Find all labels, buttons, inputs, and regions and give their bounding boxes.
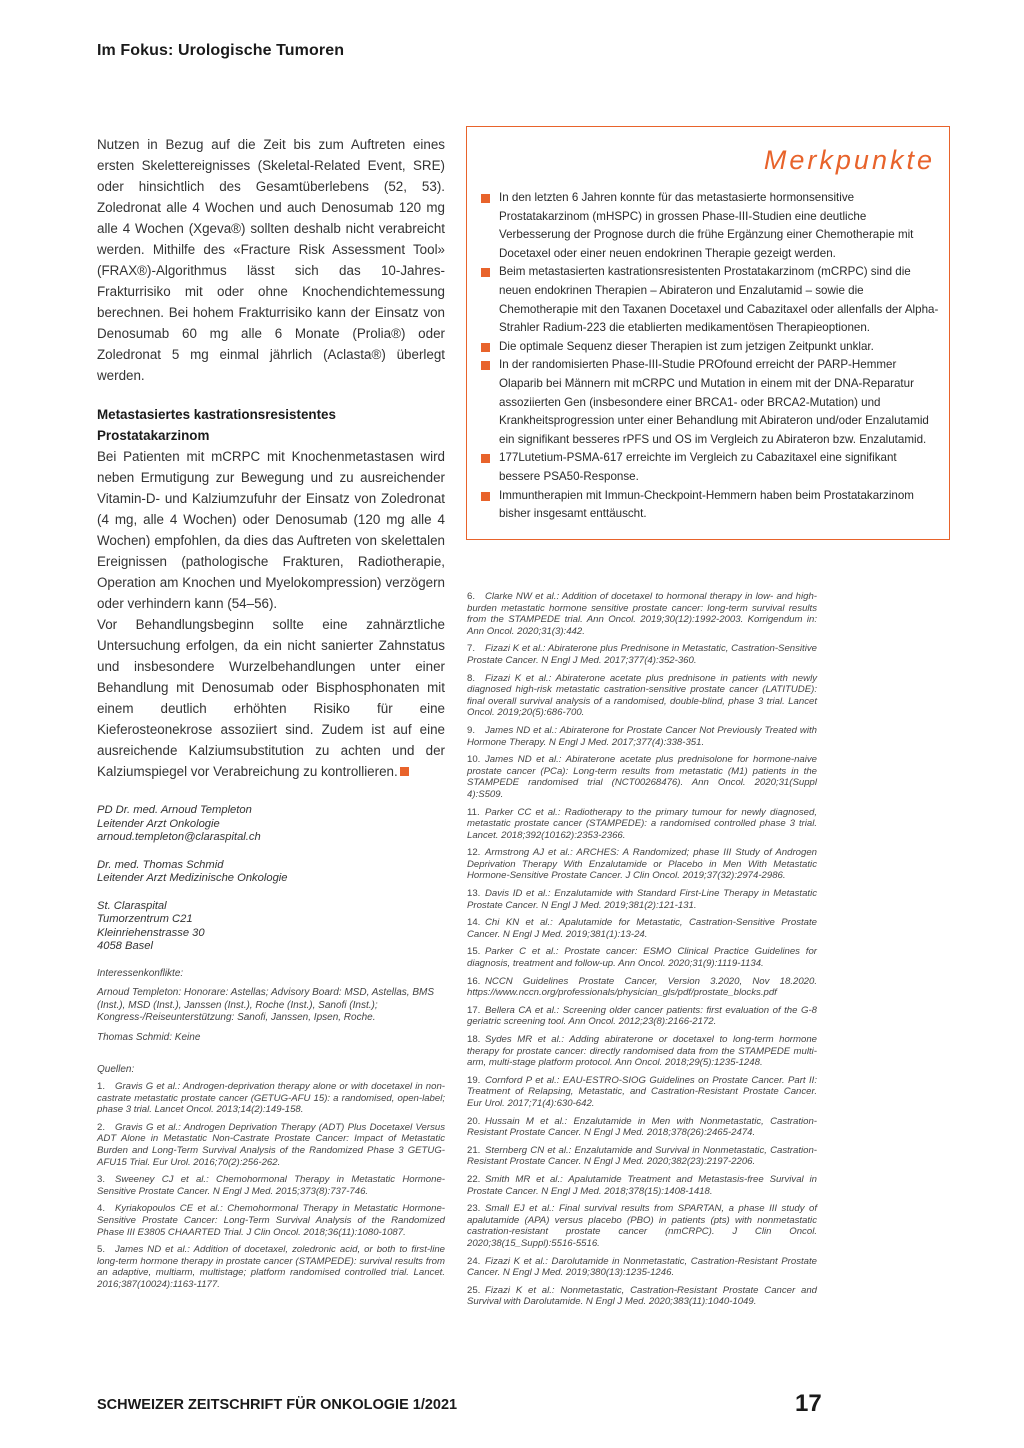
reference-number: 18.	[467, 1034, 481, 1045]
reference-text: Fizazi K et al.: Nonmetastatic, Castration-Resistant Prostate Cancer and Survival with Darolutamide. N Engl J Med. 2020;383(11):1040-1049.	[467, 1284, 817, 1308]
reference-number: 19.	[467, 1074, 481, 1086]
reference-text: Parker C et al.: Prostate cancer: ESMO Clinical Practice Guidelines for diagnosis, treatment and follow-up. Ann Oncol. 2020;31(9):1119-1134.	[467, 946, 817, 970]
reference-item	[97, 1081, 445, 1116]
references-right	[467, 591, 817, 1314]
section-paragraph-2-text: Vor Behandlungsbeginn sollte eine zahnärztliche Untersuchung erfolgen, da ein nicht sanierter Zahnstatus und insbesondere Wurzelbehandlungen unter einer Behandlung mit Denosumab oder Bisphosphonaten mit einem deutlich erhöhten Risiko für eine Kieferosteonekrose assoziiert sind. Zudem ist auf eine ausreichende Kalziumsubstitution zu achten und der Kalziumspiegel vor Verabreichung zu kontrollieren.	[97, 617, 445, 779]
reference-item	[97, 1244, 445, 1290]
reference-text: James ND et al.: Addition of docetaxel, zoledronic acid, or both to first-line long-term hormone therapy in prostate cancer (STAMPEDE): survival results from an adaptive, multiarm, multistage; platform randomised controlled trial. Lancet. 2016;387(10024):1163-1177.	[97, 1244, 445, 1290]
reference-number: 15.	[467, 946, 481, 958]
merkpunkt-item: 177Lutetium-PSMA-617 erreichte im Vergleich zu Cabazitaxel eine signifikant bessere PSA50-Response.	[481, 449, 939, 486]
merkpunkte-list	[481, 189, 939, 524]
reference-text: Parker CC et al.: Radiotherapy to the primary tumour for newly diagnosed, metastatic prostate cancer (STAMPEDE): a randomised controlled phase 3 trial. Lancet. 2018;392(10162):2353-2366.	[467, 806, 817, 841]
address	[97, 900, 445, 954]
reference-number: 4.	[97, 1203, 106, 1215]
reference-number: 9.	[467, 724, 476, 736]
end-mark-icon	[400, 767, 409, 776]
reference-number: 21.	[467, 1144, 481, 1156]
author-info	[97, 804, 445, 954]
reference-item	[467, 807, 817, 842]
reference-item	[467, 976, 817, 999]
reference-number: 7.	[467, 643, 476, 655]
author-1	[97, 804, 445, 845]
author-1-role: Leitender Arzt Onkologie	[97, 817, 220, 830]
reference-text: NCCN Guidelines Prostate Cancer, Version 3.2020, Nov 18.2020. https://www.nccn.org/professionals/physician_gls/pdf/prostate_blocks.pdf	[467, 975, 817, 999]
running-header: Im Fokus: Urologische Tumoren	[97, 42, 345, 59]
reference-item	[467, 1145, 817, 1168]
reference-text: Cornford P et al.: EAU-ESTRO-SIOG Guidelines on Prostate Cancer. Part II: Treatment of Relapsing, Metastatic, and Castration-Resistant Prostate Cancer. Eur Urol. 2017;71(4):630-642.	[467, 1074, 817, 1109]
reference-item	[467, 1116, 817, 1139]
coi-title: Interessenkonflikte:	[97, 967, 184, 979]
reference-text: James ND et al.: Abiraterone acetate plus prednisolone for hormone-naive prostate cancer (PCa): Long-term results from metastatic (M1) patients in the STAMPEDE randomised trial (NCT00268476). Ann Oncol. 2020;31(Suppl 4):S509.	[467, 754, 817, 800]
reference-item	[467, 888, 817, 911]
author-2-role: Leitender Arzt Medizinische Onkologie	[97, 872, 288, 884]
reference-text: Fizazi K et al.: Abiraterone acetate plus prednisone in patients with newly diagnosed high-risk metastatic castration-sensitive prostate cancer (LATITUDE): final overall survival analysis of a randomised, double-blind, phase 3 trial. Lancet Oncol. 2019;20(5):686-700.	[467, 672, 817, 719]
reference-item	[467, 917, 817, 940]
coi-schmid: Thomas Schmid: Keine	[97, 1031, 201, 1043]
reference-item	[467, 754, 817, 800]
reference-item	[467, 643, 817, 666]
address-line-2: Tumorzentrum C21	[97, 913, 193, 925]
reference-number: 14.	[467, 917, 481, 929]
reference-number: 13.	[467, 888, 481, 900]
conflicts-of-interest	[97, 968, 445, 1045]
intro-paragraph: Nutzen in Bezug auf die Zeit bis zum Auftreten eines ersten Skelettereignisses (Skeletal-Related Event, SRE) oder hinsichtlich des Gesamtüberlebens (52, 53). Zoledronat alle 4 Wochen und auch Denosumab 120 mg alle 4 Wochen (Xgeva®) sollten deshalb nicht verabreicht werden. Mithilfe des «Fracture Risk Assessment Tool» (FRAX®)-Algorithmus lässt sich das 10-Jahres-Frakturrisiko mit oder ohne Knochendichtemessung berechnen. Bei hohem Frakturrisiko kann der Einsatz von Denosumab 60 mg alle 6 Monate (Prolia®) oder Zoledronat 5 mg einmal jährlich (Aclasta®) überlegt werden.	[97, 137, 445, 383]
merkpunkte-title: Merkpunkte	[763, 145, 935, 175]
reference-text: Fizazi K et al.: Abiraterone plus Prednisone in Metastatic, Castration-Sensitive Prostate Cancer. N Engl J Med. 2017;377(4):352-360.	[467, 643, 817, 666]
references-left	[97, 1081, 445, 1291]
reference-text: Kyriakopoulos CE et al.: Chemohormonal Therapy in Metastatic Hormone-Sensitive Prostate Cancer: Long-Term Survival Analysis of the Randomized Phase III E3805 CHAARTED Trial. J Clin Oncol. 2018;36(11):1080-1087.	[97, 1203, 445, 1238]
reference-number: 1.	[97, 1081, 106, 1092]
coi-templeton: Arnoud Templeton: Honorare: Astellas; Advisory Board: MSD, Astellas, BMS (Inst.), MSD (Inst.), Janssen (Inst.), Roche (Inst.), Sanofi (Inst.); Kongress-/Reiseunterstützung: Sanofi, Janssen, Ipsen, Roche.	[97, 987, 434, 1023]
reference-text: Gravis G et al.: Androgen Deprivation Therapy (ADT) Plus Docetaxel Versus ADT Alone in Metastatic Non-Castrate Prostate Cancer: Impact of Metastatic Burden and Long-Term Survival Analysis of the Randomized Phase 3 GETUG-AFU15 Trial. Eur Urol. 2016;70(2):256-262.	[97, 1121, 445, 1168]
reference-text: Sternberg CN et al.: Enzalutamide and Survival in Nonmetastatic, Castration-Resistant Prostate Cancer. N Engl J Med. 2020;382(23):2197-2206.	[467, 1144, 817, 1168]
sources-title: Quellen:	[97, 1064, 135, 1075]
section-paragraph-2	[97, 614, 445, 782]
reference-number: 8.	[467, 672, 476, 684]
reference-number: 23.	[467, 1203, 481, 1215]
reference-item	[467, 1034, 817, 1069]
reference-text: Sweeney CJ et al.: Chemohormonal Therapy in Metastatic Hormone-Sensitive Prostate Cancer. N Engl J Med. 2015;373(8):737-746.	[97, 1174, 445, 1197]
merkpunkte-box	[466, 126, 950, 540]
reference-number: 17.	[467, 1004, 481, 1016]
reference-number: 11.	[467, 806, 480, 818]
merkpunkt-item: Die optimale Sequenz dieser Therapien ist zum jetzigen Zeitpunkt unklar.	[481, 338, 939, 357]
address-line-1: St. Claraspital	[97, 899, 167, 912]
reference-text: Gravis G et al.: Androgen-deprivation therapy alone or with docetaxel in non-castrate metastatic prostate cancer (GETUG-AFU 15): a randomised, open-label; phase 3 trial. Lancet Oncol. 2013;14(2):149-158.	[97, 1081, 445, 1116]
reference-text: Smith MR et al.: Apalutamide Treatment and Metastasis-free Survival in Prostate Cancer. N Engl J Med. 2018;378(15):1408-1418.	[467, 1173, 817, 1197]
reference-text: Chi KN et al.: Apalutamide for Metastatic, Castration-Sensitive Prostate Cancer. N Engl J Med. 2019;381(1):13-24.	[467, 917, 817, 940]
merkpunkt-item: In der randomisierten Phase-III-Studie PROfound erreicht der PARP-Hemmer Olaparib bei Männern mit mCRPC und Mutation in einem mit der DNA-Reparatur assoziierten Gen (insbesondere einer BRCA1- oder BRCA2-Mutation) und Krankheitsprogression unter einer Behandlung mit Abirateron und/oder Enzalutamid ein signifikant besseres rPFS und OS im Vergleich zu Abirateron bzw. Enzalutamid.	[481, 356, 939, 449]
reference-number: 2.	[97, 1121, 106, 1133]
section-paragraph-1: Bei Patienten mit mCRPC mit Knochenmetastasen wird neben Ermutigung zur Bewegung und zu ausreichender Vitamin-D- und Kalziumzufuhr der Einsatz von Zoledronat (4 mg, alle 4 Wochen) oder Denosumab (120 mg alle 4 Wochen) empfohlen, da dies das Auftreten von skelettalen Ereignissen (pathologische Frakturen, Radiotherapie, Operation am Knochen und Myelokompression) verzögern oder verhindern kann (54–56).	[97, 449, 445, 611]
reference-text: Bellera CA et al.: Screening older cancer patients: first evaluation of the G-8 geriatric screening tool. Ann Oncol. 2012;23(8):2166-2172.	[467, 1004, 817, 1028]
address-line-3: Kleinriehenstrasse 30	[97, 926, 205, 939]
reference-number: 20.	[467, 1115, 481, 1127]
reference-text: Hussain M et al.: Enzalutamide in Men with Nonmetastatic, Castration-Resistant Prostate Cancer. N Engl J Med. 2018;378(26):2465-2474.	[467, 1115, 817, 1139]
reference-text: James ND et al.: Abiraterone for Prostate Cancer Not Previously Treated with Hormone Therapy. N Engl J Med. 2017;377(4):338-351.	[467, 724, 817, 748]
reference-number: 12.	[467, 847, 481, 859]
reference-item	[467, 673, 817, 719]
reference-item	[467, 946, 817, 969]
reference-number: 24.	[467, 1255, 481, 1267]
reference-item	[467, 725, 817, 748]
reference-item	[467, 847, 817, 882]
reference-number: 25.	[467, 1284, 481, 1296]
merkpunkt-item: Immuntherapien mit Immun-Checkpoint-Hemmern haben beim Prostatakarzinom bisher insgesamt enttäuscht.	[481, 487, 939, 524]
left-column	[97, 134, 445, 1297]
reference-text: Sydes MR et al.: Adding abiraterone or docetaxel to long-term hormone therapy for prostate cancer: directly randomised data from the STAMPEDE multi-arm, multi-stage platform protocol. Ann Oncol. 2018;29(5):1235-1248.	[467, 1034, 817, 1069]
author-2-name: Dr. med. Thomas Schmid	[97, 858, 224, 871]
reference-item	[97, 1122, 445, 1168]
section-heading: Metastasiertes kastrationsresistentes Prostatakarzinom	[97, 407, 336, 443]
body-text	[97, 134, 445, 782]
reference-item	[467, 1203, 817, 1249]
reference-number: 3.	[97, 1174, 106, 1186]
author-2	[97, 859, 445, 886]
reference-item	[467, 591, 817, 637]
address-line-4: 4058 Basel	[97, 940, 153, 952]
reference-number: 22.	[467, 1173, 481, 1185]
reference-item	[467, 1174, 817, 1197]
reference-text: Armstrong AJ et al.: ARCHES: A Randomized; phase III Study of Androgen Deprivation Therapy With Enzalutamide or Placebo in Men With Metastatic Hormone-Sensitive Prostate Cancer. J Clin Oncol. 2019;37(32):2974-2986.	[467, 847, 817, 882]
merkpunkt-item: In den letzten 6 Jahren konnte für das metastasierte hormonsensitive Prostatakarzinom (mHSPC) in grossen Phase-III-Studien eine deutliche Verbesserung der Prognose durch die frühe Ergänzung einer Chemotherapie mit Docetaxel oder einer neuen endokrinen Therapie gezeigt werden.	[481, 189, 939, 263]
reference-item	[467, 1075, 817, 1110]
reference-number: 5.	[97, 1244, 106, 1256]
author-1-email: arnoud.templeton@claraspital.ch	[97, 831, 261, 843]
merkpunkt-item: Beim metastasierten kastrationsresistenten Prostatakarzinom (mCRPC) sind die neuen endokrinen Therapien – Abirateron und Enzalutamid – sowie die Chemotherapie mit den Taxanen Docetaxel und Cabazitaxel oder allenfalls der Alpha-Strahler Radium-223 die etablierten medikamentösen Therapieoptionen.	[481, 263, 939, 337]
reference-text: Small EJ et al.: Final survival results from SPARTAN, a phase III study of apalutamide (APA) versus placebo (PBO) in patients (pts) with nonmetastatic castration-resistant prostate cancer (nmCRPC). J Clin Oncol. 2020;38(15_Suppl):5516-5516.	[467, 1203, 817, 1249]
journal-footer: SCHWEIZER ZEITSCHRIFT FÜR ONKOLOGIE 1/2021	[97, 1397, 458, 1413]
reference-item	[97, 1203, 445, 1238]
reference-item	[467, 1005, 817, 1028]
reference-text: Fizazi K et al.: Darolutamide in Nonmetastatic, Castration-Resistant Prostate Cancer. N Engl J Med. 2019;380(13):1235-1246.	[467, 1255, 817, 1279]
author-1-name: PD Dr. med. Arnoud Templeton	[97, 804, 252, 816]
reference-item	[467, 1285, 817, 1308]
reference-number: 10.	[467, 754, 481, 766]
reference-item	[97, 1174, 445, 1197]
reference-item	[467, 1256, 817, 1279]
page-number: 17	[795, 1390, 822, 1417]
reference-text: Davis ID et al.: Enzalutamide with Standard First-Line Therapy in Metastatic Prostate Cancer. N Engl J Med. 2019;381(2):121-131.	[467, 888, 817, 911]
reference-number: 16.	[467, 975, 481, 987]
reference-number: 6.	[467, 591, 476, 602]
reference-text: Clarke NW et al.: Addition of docetaxel to hormonal therapy in low- and high-burden metastatic hormone sensitive prostate cancer: long-term survival results from the STAMPEDE trial. Ann Oncol. 2019;30(12):1992-2003. Korrigendum in: Ann Oncol. 2020;31(3):442.	[467, 591, 817, 637]
